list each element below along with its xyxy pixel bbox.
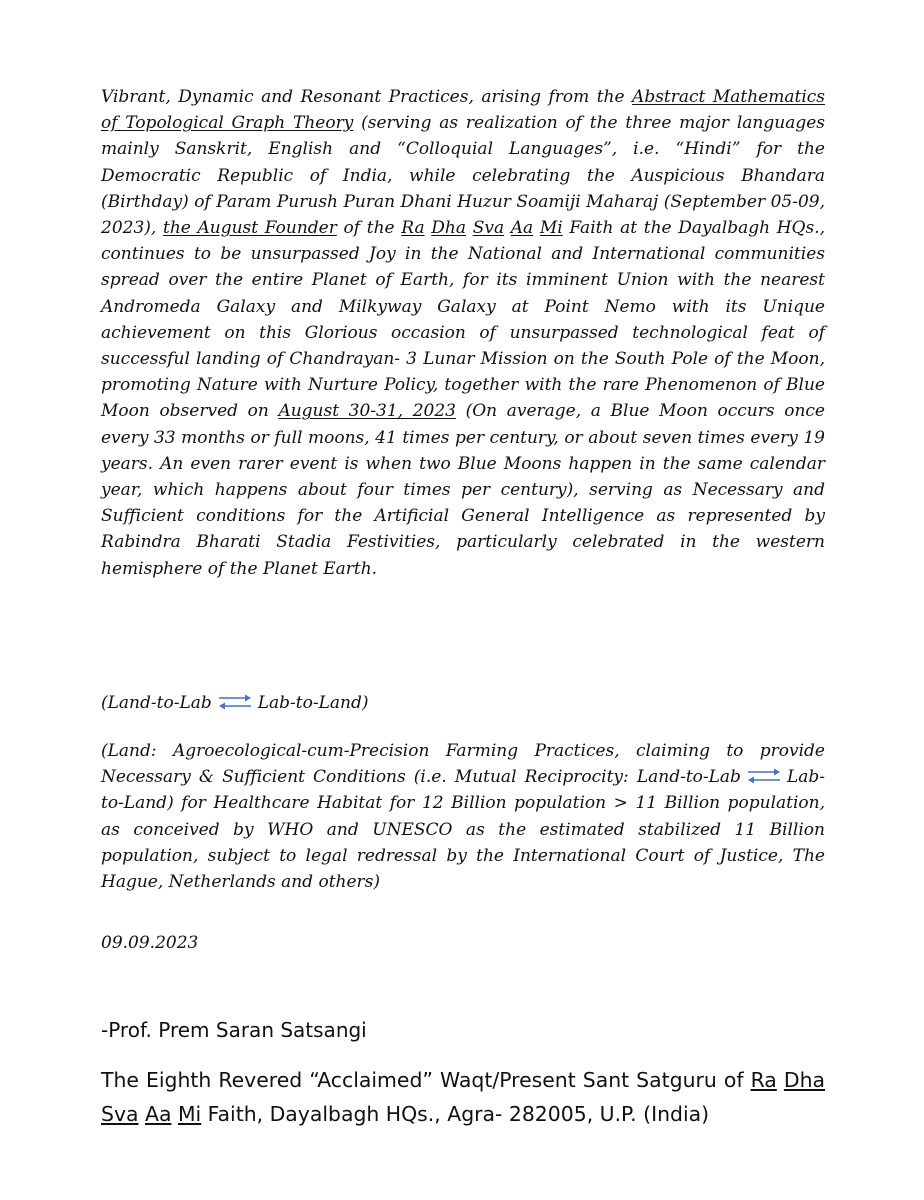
text-run: of the [336, 218, 402, 239]
lab-to-land-label: Lab-to-Land) [257, 693, 369, 713]
text-run: Faith, Dayalbagh HQs., Agra- 282005, U.P. (India) [201, 1102, 710, 1126]
text-run: Lab-to-Land) for Healthcare Habitat for 12 Billion population > 11 Billion population, as conceived by WHO and UNESCO as the estimated stabilized 11 Billion population, subject to legal redressal by the International Court of Justice, The Hague, Netherlands and others) [101, 767, 825, 893]
faith-word: Aa [145, 1102, 172, 1126]
faith-word: Mi [539, 218, 563, 239]
text-run: (serving as realization of the three major languages mainly Sanskrit, English and “Colloquial Languages”, i.e. “Hindi” for the Democratic Republic of India, while celebrating the Auspicious Bhandara (Birthday) of Param Purush Puran Dhani Huzur Soamiji Maharaj (September 05-09, 2023), [101, 113, 825, 239]
faith-word: Sva [472, 218, 505, 239]
text-run: Faith at the Dayalbagh HQs., continues to be unsurpassed Joy in the National and International communities spread over the entire Planet of Earth, for its imminent Union with the nearest Andromeda Galaxy and Milkyway Galaxy at Point Nemo with its Unique achievement on this Glorious occasion of unsurpassed technological feat of successful landing of Chandrayan- 3 Lunar Mission on the South Pole of the Moon, promoting Nature with Nurture Policy, together with the rare Phenomenon of Blue Moon observed on [101, 218, 826, 422]
land-paragraph [101, 738, 825, 895]
date: 09.09.2023 [101, 933, 199, 953]
faith-word: Sva [101, 1102, 139, 1126]
faith-word: Dha [783, 1068, 825, 1092]
faith-word: Aa [510, 218, 534, 239]
author-title [101, 1063, 825, 1131]
bidirectional-arrows-icon [216, 692, 254, 712]
bidirectional-arrows-icon [745, 766, 783, 786]
faith-word: Dha [431, 218, 467, 239]
main-paragraph [101, 84, 825, 582]
underlined-phrase: Abstract Mathematics of Topological Graph Theory [101, 87, 825, 134]
underlined-date: August 30-31, 2023 [278, 401, 456, 422]
signature: -Prof. Prem Saran Satsangi [101, 1018, 367, 1042]
text-run: (Land: Agroecological-cum-Precision Farming Practices, claiming to provide Necessary & Sufficient Conditions (i.e. Mutual Reciprocity: Land-to-Lab [101, 741, 825, 788]
faith-word: Ra [750, 1068, 777, 1092]
text-run: Vibrant, Dynamic and Resonant Practices, arising from the [101, 87, 633, 107]
faith-word: Mi [177, 1102, 202, 1126]
land-to-lab-line [101, 690, 825, 716]
text-run: The Eighth Revered “Acclaimed” Waqt/Present Sant Satguru of [101, 1068, 751, 1092]
faith-word: Ra [401, 218, 425, 239]
land-to-lab-label: (Land-to-Lab [101, 693, 212, 713]
underlined-phrase: the August Founder [162, 218, 337, 239]
text-run: (On average, a Blue Moon occurs once every 33 months or full moons, 41 times per century, or about seven times every 19 years. An even rarer event is when two Blue Moons happen in the same calendar year, which happens about four times per century), serving as Necessary and Sufficient conditions for the Artificial General Intelligence as represented by Rabindra Bharati Stadia Festivities, particularly celebrated in the western hemisphere of the Planet Earth. [101, 401, 825, 579]
